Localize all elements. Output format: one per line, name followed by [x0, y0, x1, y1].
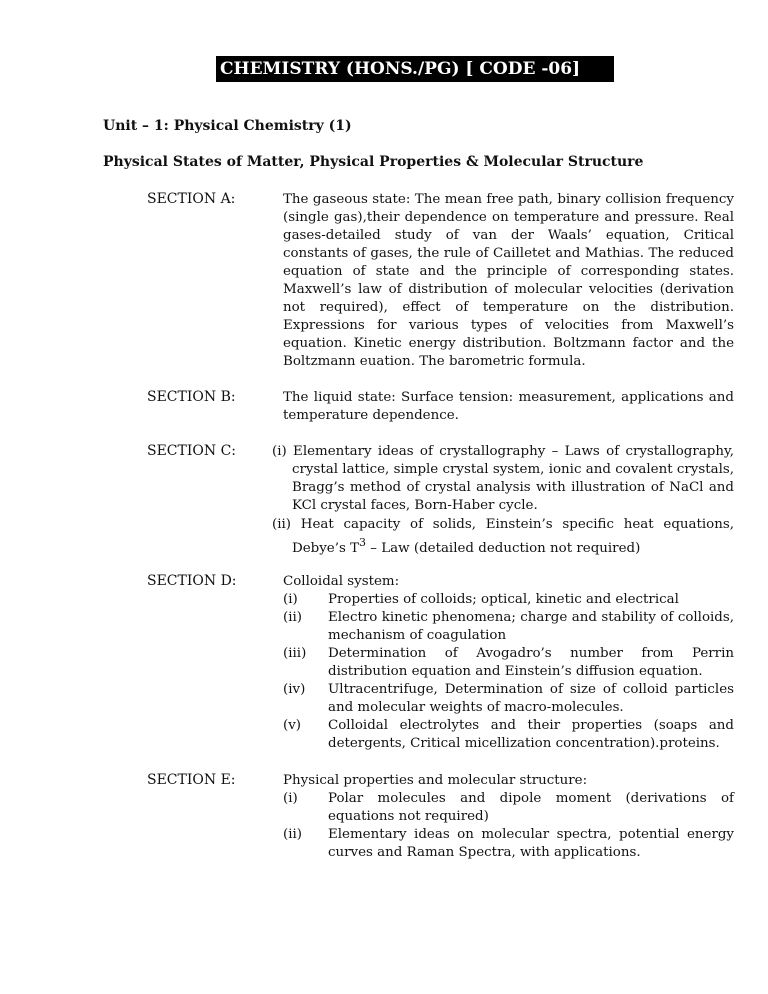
- list-item: [283, 645, 734, 681]
- section-b-label: SECTION B:: [147, 389, 236, 405]
- section-e-label: SECTION E:: [147, 772, 236, 788]
- list-item-number: (iv): [283, 682, 306, 697]
- list-item-number: (ii): [283, 827, 303, 842]
- list-item-number: (ii): [283, 610, 303, 625]
- section-c-item-2: [272, 516, 734, 558]
- section-a-label: SECTION A:: [147, 191, 236, 207]
- list-item-text: Determination of Avogadro’s number from Perrin distribution equation and Einstein’s diffusion equation.: [328, 646, 734, 679]
- section-b-body: [283, 389, 734, 425]
- list-item: [283, 681, 734, 717]
- section-e-heading: Physical properties and molecular structure:: [283, 773, 588, 788]
- section-a-body: [283, 191, 734, 371]
- section-b-text: The liquid state: Surface tension: measurement, applications and temperature dependence.: [283, 390, 734, 423]
- list-item-number: (v): [283, 718, 302, 733]
- list-item-text: Polar molecules and dipole moment (derivations of equations not required): [328, 791, 734, 824]
- list-item-number: (i): [283, 791, 298, 806]
- list-item: [283, 790, 734, 826]
- section-d-heading: Colloidal system:: [283, 574, 400, 589]
- list-item: [283, 609, 734, 645]
- section-c-item-1: (i) Elementary ideas of crystallography – Laws of crystallography, crystal lattice, simple crystal system, ionic and covalent crystals, Bragg’s method of crystal analysis with illustration of NaCl and KCl crystal faces, Born-Haber cycle.: [272, 444, 734, 513]
- list-item-number: (i): [283, 592, 298, 607]
- superscript-3: 3: [359, 536, 367, 549]
- list-item: [283, 717, 734, 753]
- list-item-text: Properties of colloids; optical, kinetic and electrical: [328, 592, 679, 607]
- unit-heading: Unit – 1: Physical Chemistry (1): [103, 118, 352, 134]
- list-item-text: Electro kinetic phenomena; charge and stability of colloids, mechanism of coagulation: [328, 610, 734, 643]
- document-title: CHEMISTRY (HONS./PG) [ CODE -06]: [216, 56, 614, 82]
- list-item-text: Elementary ideas on molecular spectra, potential energy curves and Raman Spectra, with applications.: [328, 827, 734, 860]
- section-d-label: SECTION D:: [147, 573, 237, 589]
- section-c-item-2-text: (ii) Heat capacity of solids, Einstein’s specific heat equations, Debye’s T: [272, 517, 734, 556]
- list-item: [283, 591, 734, 609]
- topic-heading: Physical States of Matter, Physical Properties & Molecular Structure: [103, 154, 644, 170]
- section-d-body: [283, 573, 734, 753]
- list-item: [283, 826, 734, 862]
- list-item-text: Ultracentrifuge, Determination of size of colloid particles and molecular weights of macro-molecules.: [328, 682, 734, 715]
- list-item-number: (iii): [283, 646, 307, 661]
- section-e-body: [283, 772, 734, 862]
- list-item-text: Colloidal electrolytes and their properties (soaps and detergents, Critical micellization concentration).proteins.: [328, 718, 734, 751]
- section-c-item-2-tail: – Law (detailed deduction not required): [366, 541, 641, 556]
- section-a-text: The gaseous state: The mean free path, binary collision frequency (single gas),their dependence on temperature and pressure. Real gases-detailed study of van der Waals’ equation, Critical constants of gases, the rule of Cailletet and Mathias. The reduced equation of state and the principle of corresponding states. Maxwell’s law of distribution of molecular velocities (derivation not required), effect of temperature on the distribution. Expressions for various types of velocities from Maxwell’s equation. Kinetic energy distribution. Boltzmann factor and the Boltzmann euation. The barometric formula.: [283, 192, 734, 369]
- section-c-body: [272, 443, 734, 558]
- section-c-label: SECTION C:: [147, 443, 236, 459]
